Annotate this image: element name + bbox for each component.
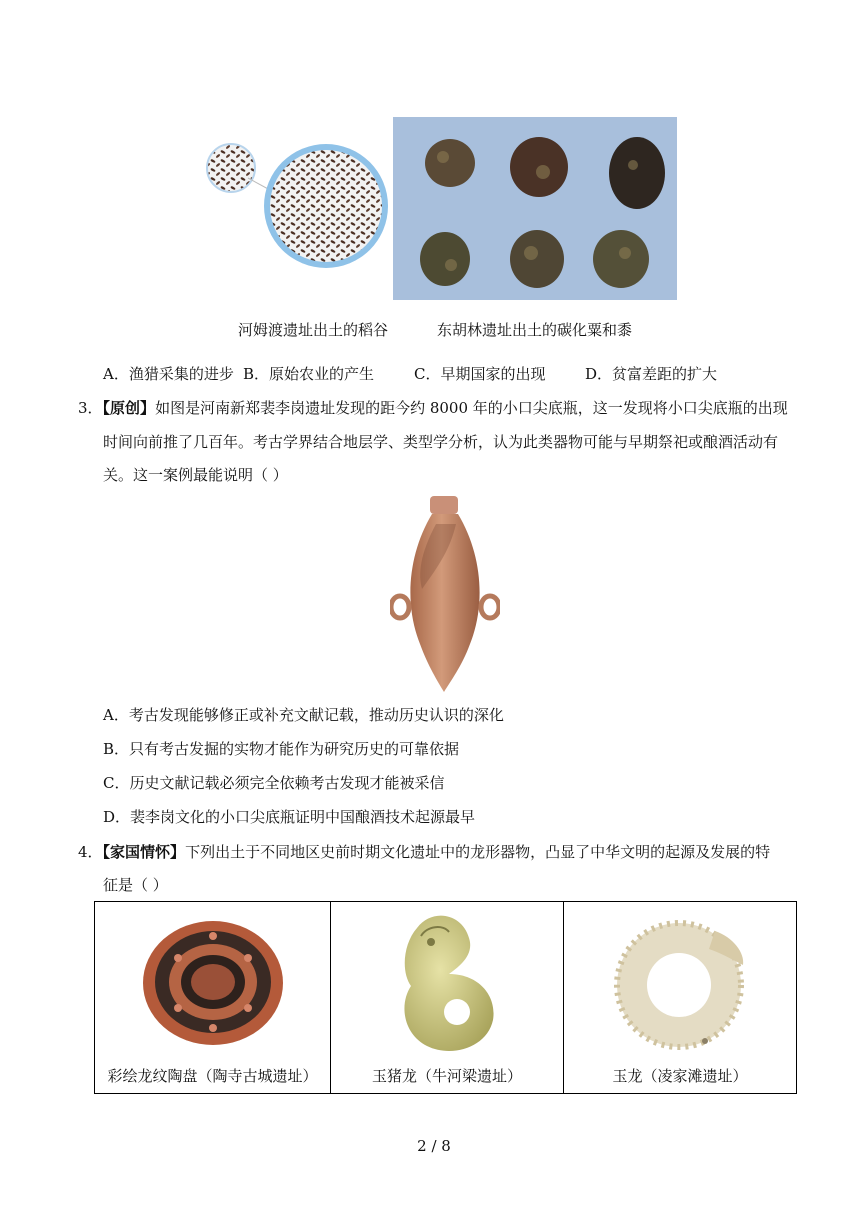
jade-pig-dragon-image <box>331 903 563 1063</box>
q2-option-a[interactable]: A．渔猎采集的进步 <box>103 365 234 383</box>
jade-dragon-caption: 玉龙（凌家滩遗址） <box>612 1067 748 1085</box>
question-number: 3． <box>78 399 103 417</box>
q2-option-c[interactable]: C．早期国家的出现 <box>414 365 546 383</box>
q3-stem-line-3: 关。这一案例最能说明（ ） <box>103 466 288 484</box>
millet-caption: 东胡林遗址出土的碳化粟和黍 <box>437 321 633 339</box>
question-number: 4． <box>78 843 103 861</box>
q3-option-c[interactable]: C．历史文献记载必须完全依赖考古发现才能被采信 <box>103 774 445 792</box>
page-number: 2 / 8 <box>417 1137 451 1155</box>
question-tag: 【原创】 <box>102 399 156 417</box>
q4-stem-line-1: 4．【家国情怀】下列出土于不同地区史前时期文化遗址中的龙形器物，凸显了中华文明的起源及发展的特 <box>78 843 771 861</box>
q3-stem-line-1: 3．【原创】如图是河南新郑裴李岗遗址发现的距今约 8000 年的小口尖底瓶，这一发现将小口尖底瓶的出现 <box>78 399 788 417</box>
q3-stem-line-2: 时间向前推了几百年。考古学界结合地层学、类型学分析，认为此类器物可能与早期祭祀或酿酒活动有 <box>103 433 779 451</box>
q4-stem-line-2: 征是（ ） <box>103 876 168 894</box>
dragon-artifacts-table <box>94 901 797 1094</box>
question-tag: 【家国情怀】 <box>102 843 186 861</box>
table-cell <box>95 902 331 1094</box>
table-cell <box>331 902 564 1094</box>
q2-option-b[interactable]: B．原始农业的产生 <box>243 365 375 383</box>
pointed-bottom-bottle-image <box>390 494 500 694</box>
q2-option-d[interactable]: D．贫富差距的扩大 <box>585 365 718 383</box>
rice-caption: 河姆渡遗址出土的稻谷 <box>238 321 389 339</box>
q3-option-a[interactable]: A．考古发现能够修正或补充文献记载，推动历史认识的深化 <box>103 706 504 724</box>
jade-dragon-image <box>564 903 796 1063</box>
q3-option-d[interactable]: D．裴李岗文化的小口尖底瓶证明中国酿酒技术起源最早 <box>103 808 476 826</box>
rice-grain-image <box>200 140 390 300</box>
millet-grain-image <box>393 117 677 300</box>
painted-dragon-plate-image <box>95 903 330 1063</box>
plate-caption: 彩绘龙纹陶盘（陶寺古城遗址） <box>107 1067 318 1085</box>
table-cell <box>564 902 797 1094</box>
q3-option-b[interactable]: B．只有考古发掘的实物才能作为研究历史的可靠依据 <box>103 740 460 758</box>
jade-pig-dragon-caption: 玉猪龙（牛河梁遗址） <box>371 1067 522 1085</box>
